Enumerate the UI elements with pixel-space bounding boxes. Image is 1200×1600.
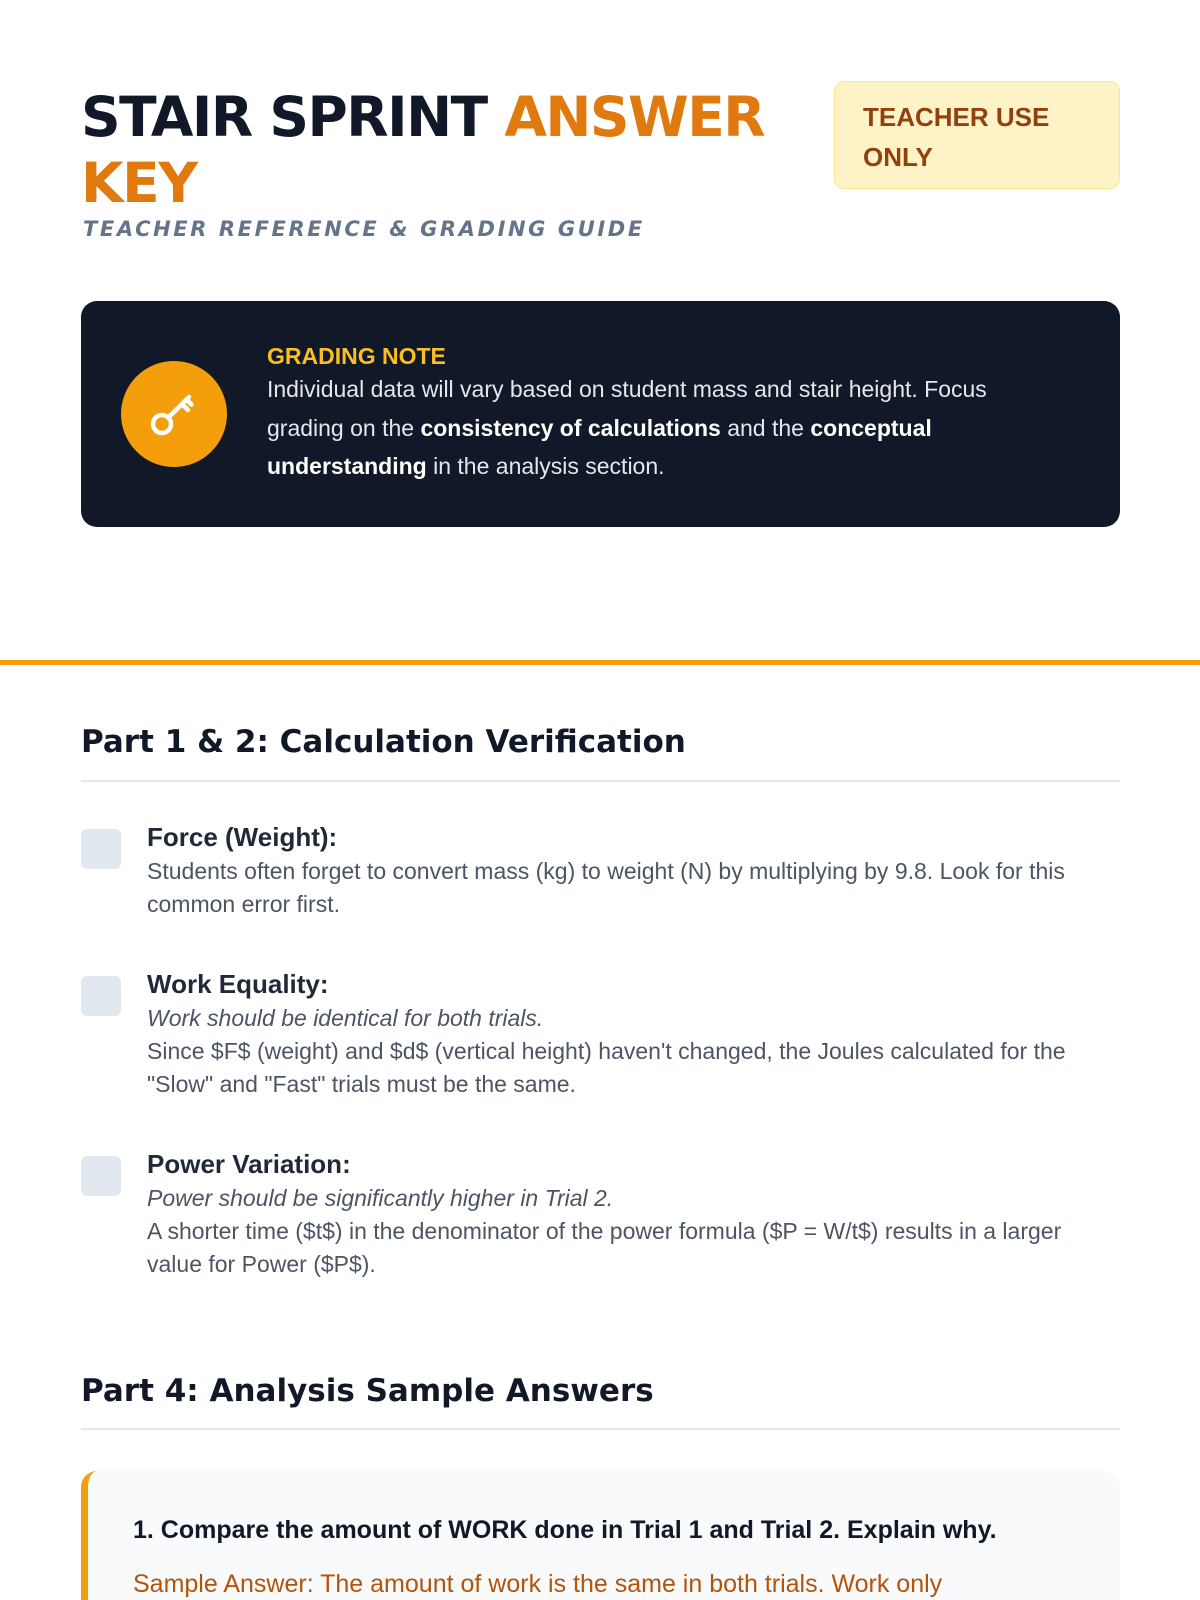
checklist-emphasis: Work should be identical for both trials.	[147, 1005, 544, 1031]
page-subtitle: TEACHER REFERENCE & GRADING GUIDE	[83, 217, 645, 241]
section-heading-analysis: Part 4: Analysis Sample Answers	[81, 1373, 654, 1409]
sample-answer-card	[81, 1471, 1120, 1600]
checklist-title: Power Variation:	[147, 1149, 351, 1179]
badge-line-2: ONLY	[863, 142, 933, 172]
checklist-body	[147, 969, 1120, 1101]
analysis-question: 1. Compare the amount of WORK done in Trial 1 and Trial 2. Explain why.	[133, 1516, 997, 1544]
title-accent: ANSWER KEY	[81, 85, 765, 215]
checklist-title: Force (Weight):	[147, 822, 338, 852]
checklist-emphasis: Power should be significantly higher in Trial 2.	[147, 1185, 614, 1211]
note-bold-1: consistency of calculations	[420, 414, 721, 441]
teacher-use-badge	[834, 81, 1120, 189]
key-icon-glyph	[148, 388, 200, 440]
checklist-text: Since $F$ (weight) and $d$ (vertical height) haven't changed, the Joules calculated for the "Slow" and "Fast" trials must be the same.	[147, 1038, 1066, 1097]
grading-note-text	[267, 370, 1067, 486]
note-text-part-3: in the analysis section.	[426, 453, 665, 479]
checkbox[interactable]	[81, 1156, 121, 1196]
checklist-title: Work Equality:	[147, 969, 329, 999]
section-rule	[81, 1428, 1120, 1430]
checklist-text: A shorter time ($t$) in the denominator of the power formula ($P = W/t$) results in a larger value for Power ($P$).	[147, 1218, 1062, 1277]
checklist-text: Students often forget to convert mass (kg) to weight (N) by multiplying by 9.8. Look for this common error first.	[147, 858, 1065, 917]
note-bold-2: conceptual understanding	[267, 414, 932, 479]
grading-note-label: GRADING NOTE	[267, 343, 446, 369]
note-text-part-1: Individual data will vary based on student mass and stair height. Focus grading on the	[267, 376, 987, 441]
note-text-part-2: and the	[720, 414, 811, 441]
key-icon	[121, 361, 227, 467]
section-rule	[81, 780, 1120, 782]
checkbox[interactable]	[81, 829, 121, 869]
checkbox[interactable]	[81, 976, 121, 1016]
page-title	[81, 84, 831, 216]
title-main: STAIR SPRINT	[81, 85, 505, 149]
section-heading-calculation: Part 1 & 2: Calculation Verification	[81, 724, 686, 760]
title-block	[81, 84, 831, 216]
badge-line-1: TEACHER USE	[863, 102, 1050, 132]
checklist-body	[147, 822, 1120, 921]
sample-answer-text: Sample Answer: The amount of work is the same in both trials. Work only	[133, 1570, 943, 1598]
checklist-body	[147, 1149, 1120, 1281]
section-divider	[0, 660, 1200, 665]
grading-note-card	[81, 301, 1120, 527]
